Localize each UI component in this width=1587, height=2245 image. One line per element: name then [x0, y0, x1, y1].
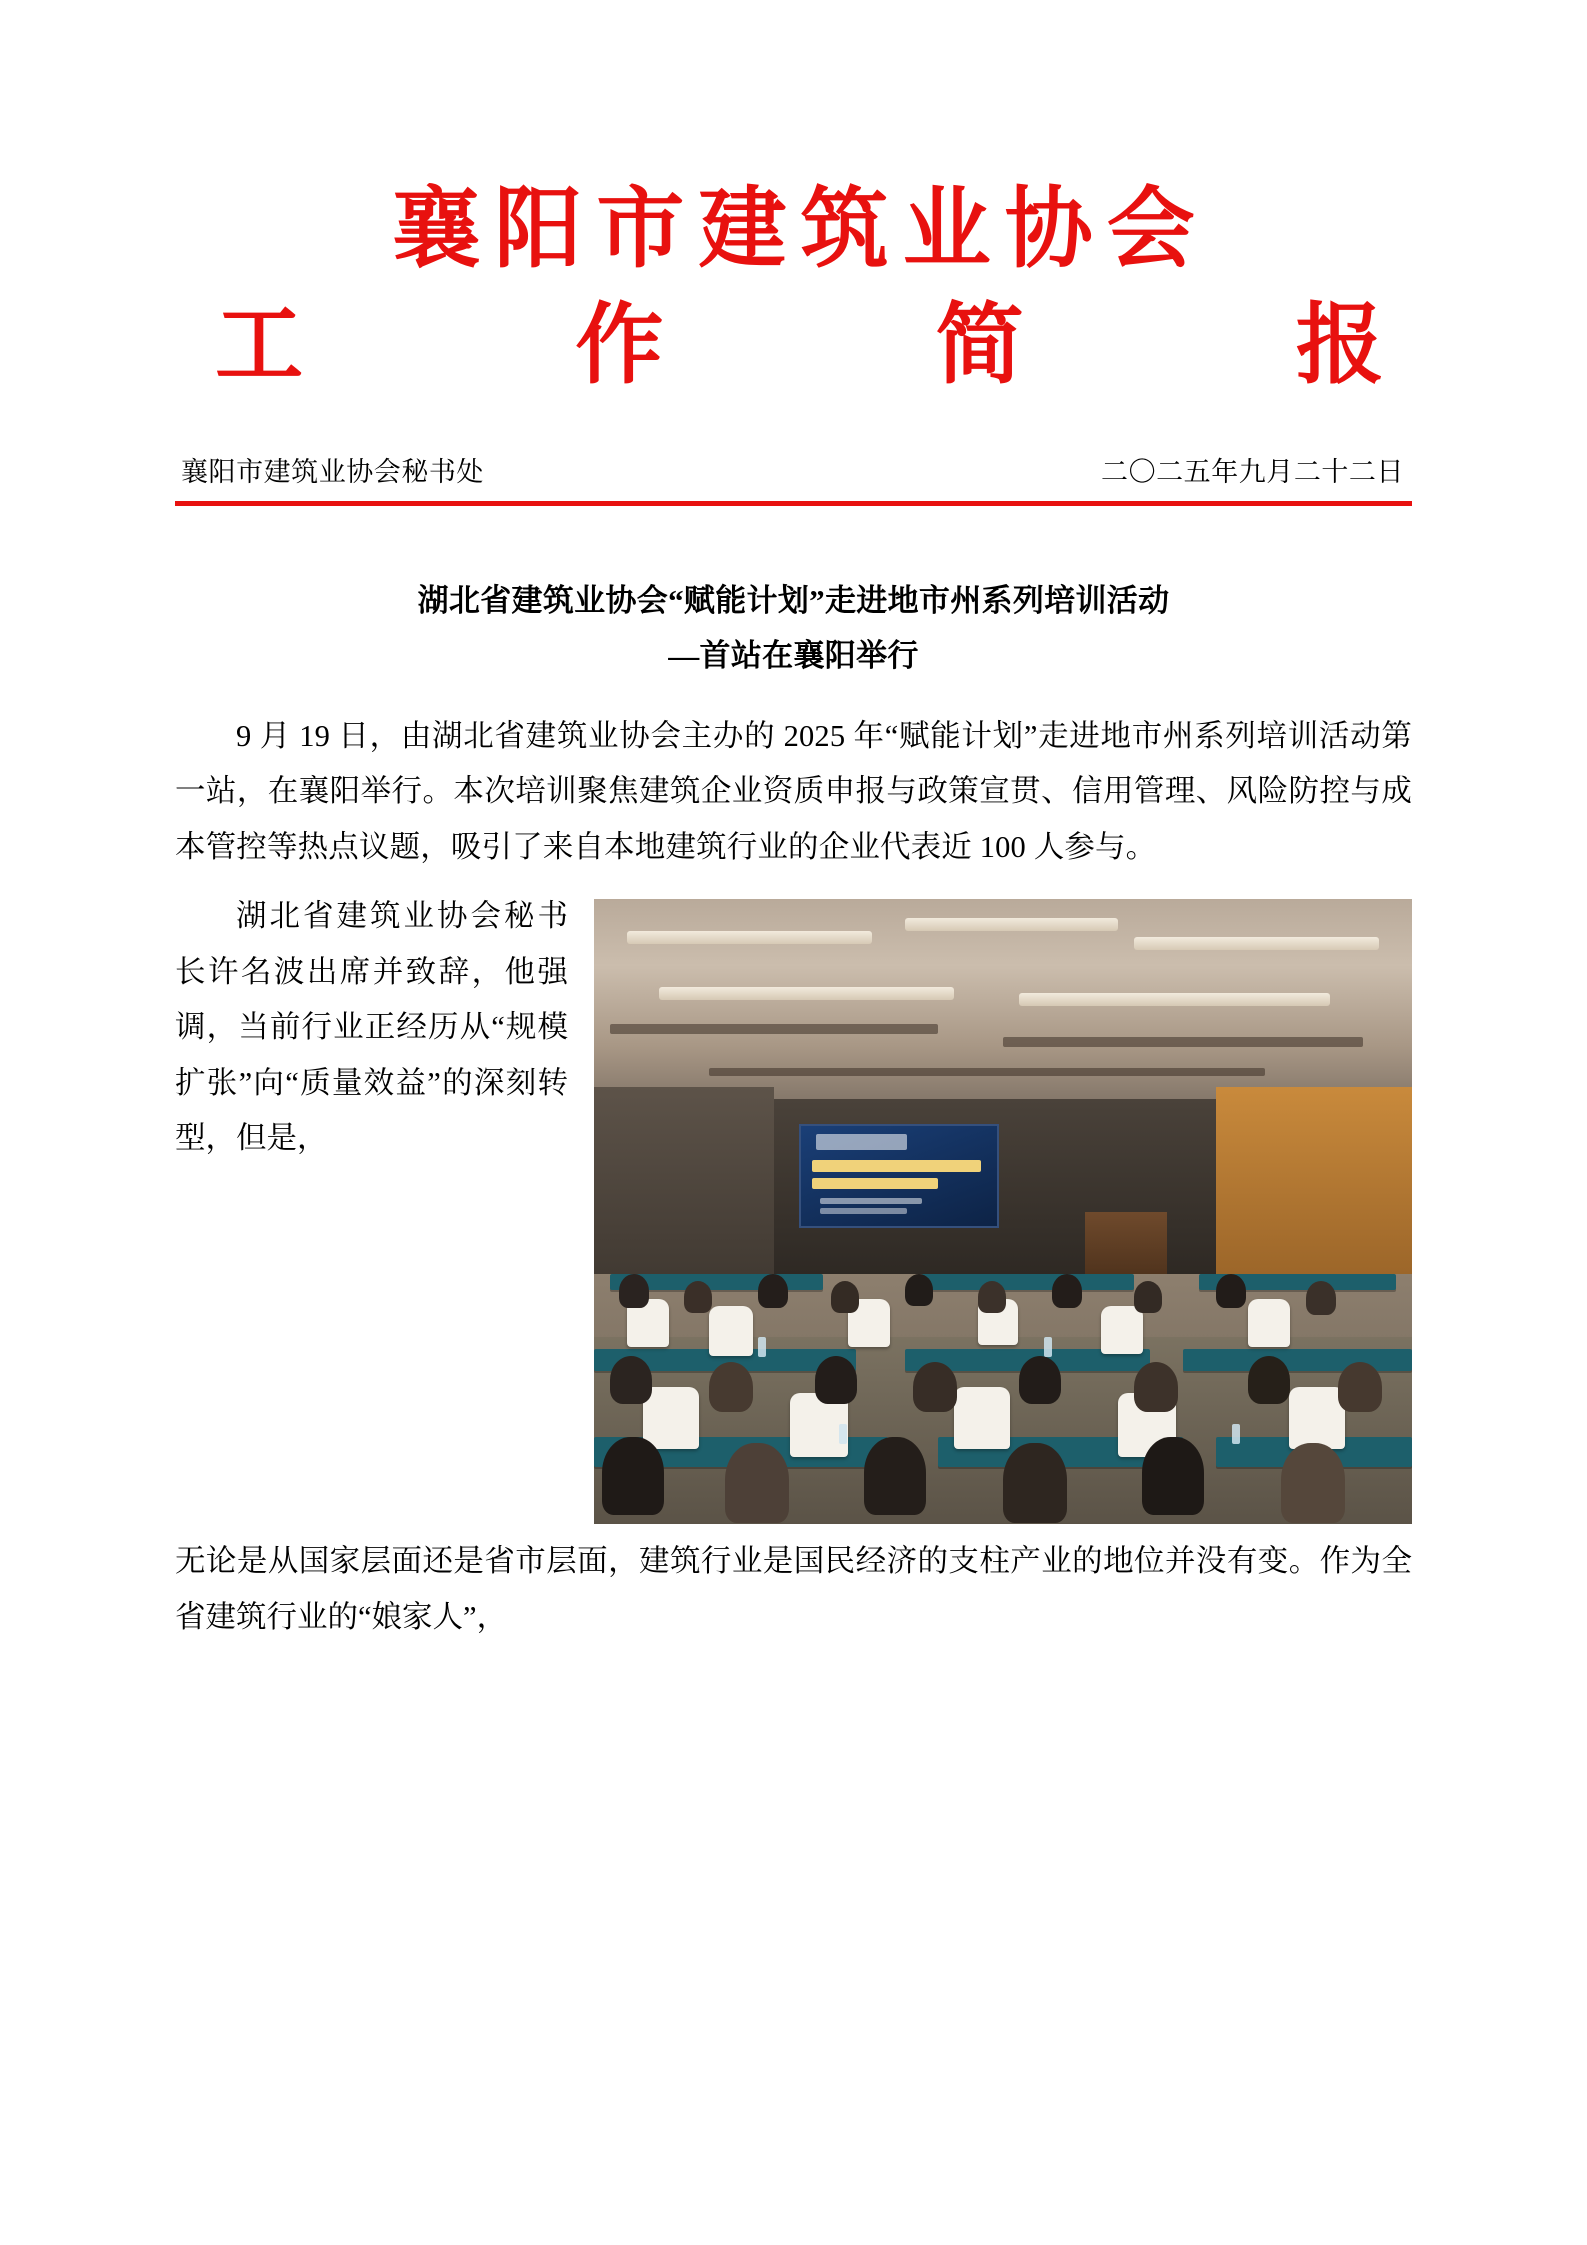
photo-attendee [1306, 1281, 1336, 1315]
photo-ceiling-beam [610, 1024, 937, 1034]
photo-attendee [1338, 1362, 1382, 1412]
paragraph-1-text: 9 月 19 日，由湖北省建筑业协会主办的 2025 年“赋能计划”走进地市州系列培训活动第一站，在襄阳举行。本次培训聚焦建筑企业资质申报与政策宣贯、信用管理、风险防控与成本管控等热点议题，吸引了来自本地建筑行业的企业代表近 100 人参与。 [175, 718, 1412, 864]
masthead-title-line1: 襄阳市建筑业协会 [392, 176, 1209, 280]
masthead-char-1: 工 [215, 292, 318, 397]
photo-water-bottle [1232, 1424, 1240, 1444]
photo-attendee [1052, 1274, 1082, 1308]
body-paragraph-1 [175, 709, 1412, 876]
photo-ceiling-light [627, 931, 872, 944]
photo-attendee [1019, 1356, 1061, 1404]
photo-water-bottle [1044, 1337, 1052, 1357]
event-photo [594, 899, 1412, 1524]
photo-attendee [610, 1356, 652, 1404]
photo-screen-subtitle-line1 [820, 1198, 922, 1204]
photo-chair [709, 1306, 753, 1356]
photo-ceiling-beam [1003, 1037, 1363, 1047]
photo-attendee [1134, 1362, 1178, 1412]
masthead-title-line2 [175, 286, 1412, 402]
photo-chair [954, 1387, 1010, 1449]
photo-screen-subtitle-line2 [820, 1208, 906, 1214]
photo-screen-title-line1 [812, 1160, 981, 1172]
photo-table [921, 1274, 1134, 1290]
photo-attendee [864, 1437, 926, 1515]
photo-water-bottle [839, 1424, 847, 1444]
page-title [175, 574, 1412, 683]
photo-screen-title-line2 [812, 1178, 938, 1189]
photo-attendee [1134, 1281, 1162, 1313]
issuing-department: 襄阳市建筑业协会秘书处 [181, 457, 484, 488]
photo-attendee [1003, 1443, 1067, 1523]
body-paragraph-2-block [175, 889, 1412, 1167]
page-title-line2: —首站在襄阳举行 [668, 637, 919, 673]
paragraph-3-text: 无论是从国家层面还是省市层面，建筑行业是国民经济的支柱产业的地位并没有变。作为全省建筑行业的“娘家人”， [175, 1544, 1412, 1634]
photo-ceiling-light [905, 918, 1118, 931]
photo-ceiling-beam [709, 1068, 1265, 1076]
photo-attendee [725, 1443, 789, 1523]
photo-chair [1101, 1306, 1143, 1354]
masthead [175, 0, 1412, 402]
photo-ceiling-light [1019, 993, 1330, 1006]
photo-attendee [1281, 1443, 1345, 1523]
masthead-char-3: 简 [935, 292, 1038, 397]
photo-attendee [684, 1281, 712, 1313]
photo-attendee [1248, 1356, 1290, 1404]
masthead-char-4: 报 [1295, 292, 1398, 397]
photo-screen-logo [816, 1134, 906, 1150]
photo-table [1183, 1349, 1412, 1371]
photo-ceiling-light [659, 987, 953, 1000]
paragraph-2-text: 湖北省建筑业协会秘书长许名波出席并致辞，他强调，当前行业正经历从“规模扩张”向“质量效益”的深刻转型，但是， [175, 899, 568, 1156]
photo-attendee [815, 1356, 857, 1404]
page-title-line1: 湖北省建筑业协会“赋能计划”走进地市州系列培训活动 [417, 583, 1170, 619]
photo-attendee [978, 1281, 1006, 1313]
photo-attendee [913, 1362, 957, 1412]
header-divider [175, 501, 1412, 506]
photo-attendee [602, 1437, 664, 1515]
photo-presentation-screen [799, 1124, 999, 1228]
photo-chair [1289, 1387, 1345, 1449]
issue-date: 二〇二五年九月二十二日 [1101, 457, 1404, 488]
photo-attendee [1216, 1274, 1246, 1308]
photo-attendee [1142, 1437, 1204, 1515]
photo-attendee [709, 1362, 753, 1412]
masthead-char-2: 作 [575, 292, 678, 397]
photo-water-bottle [758, 1337, 766, 1357]
photo-attendee [619, 1274, 649, 1308]
photo-chair [1248, 1299, 1290, 1347]
photo-attendee [905, 1274, 933, 1306]
photo-attendee [831, 1281, 859, 1313]
photo-attendee [758, 1274, 788, 1308]
photo-chair [643, 1387, 699, 1449]
photo-ceiling-light [1134, 937, 1379, 950]
issue-info [175, 450, 1412, 489]
